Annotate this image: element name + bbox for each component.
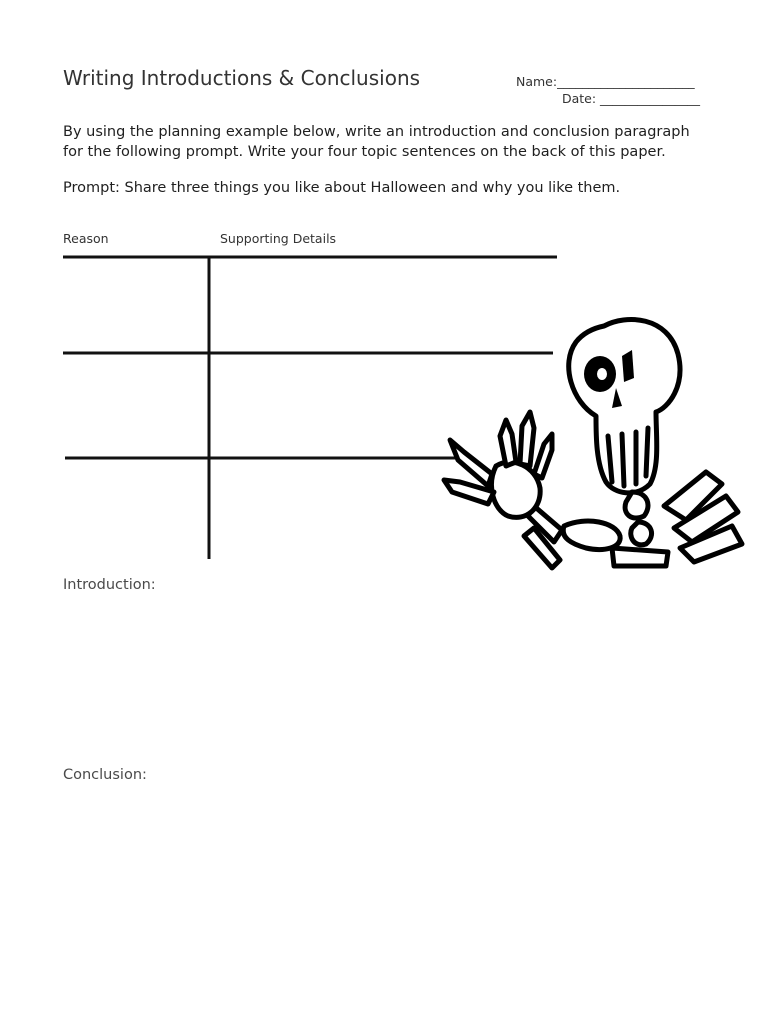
conclusion-label: Conclusion:: [63, 767, 147, 783]
worksheet-title: Writing Introductions & Conclusions: [63, 66, 421, 90]
conclusion-writing-area[interactable]: [63, 790, 703, 990]
reason-cell-3[interactable]: [65, 460, 207, 558]
details-cell-3[interactable]: [212, 460, 432, 558]
date-field[interactable]: Date: ________________: [562, 91, 701, 106]
reason-cell-1[interactable]: [65, 258, 207, 352]
skeleton-illustration: [436, 316, 750, 572]
column-header-reason: Reason: [63, 231, 109, 246]
column-header-supporting-details: Supporting Details: [220, 231, 337, 246]
prompt-text: Prompt: Share three things you like about Halloween and why you like them.: [63, 180, 621, 196]
finger-bones-shape: [500, 420, 516, 466]
reason-cell-2[interactable]: [65, 355, 207, 457]
instructions-text: By using the planning example below, write an introduction and conclusion paragraph for the following prompt. Write your four topic sentences on the back of this paper.: [63, 124, 690, 160]
details-cell-2[interactable]: [212, 355, 442, 457]
spine-shape: [625, 492, 648, 518]
introduction-label: Introduction:: [63, 577, 156, 593]
name-field[interactable]: Name:______________________: [516, 74, 695, 89]
introduction-writing-area[interactable]: [63, 600, 703, 750]
